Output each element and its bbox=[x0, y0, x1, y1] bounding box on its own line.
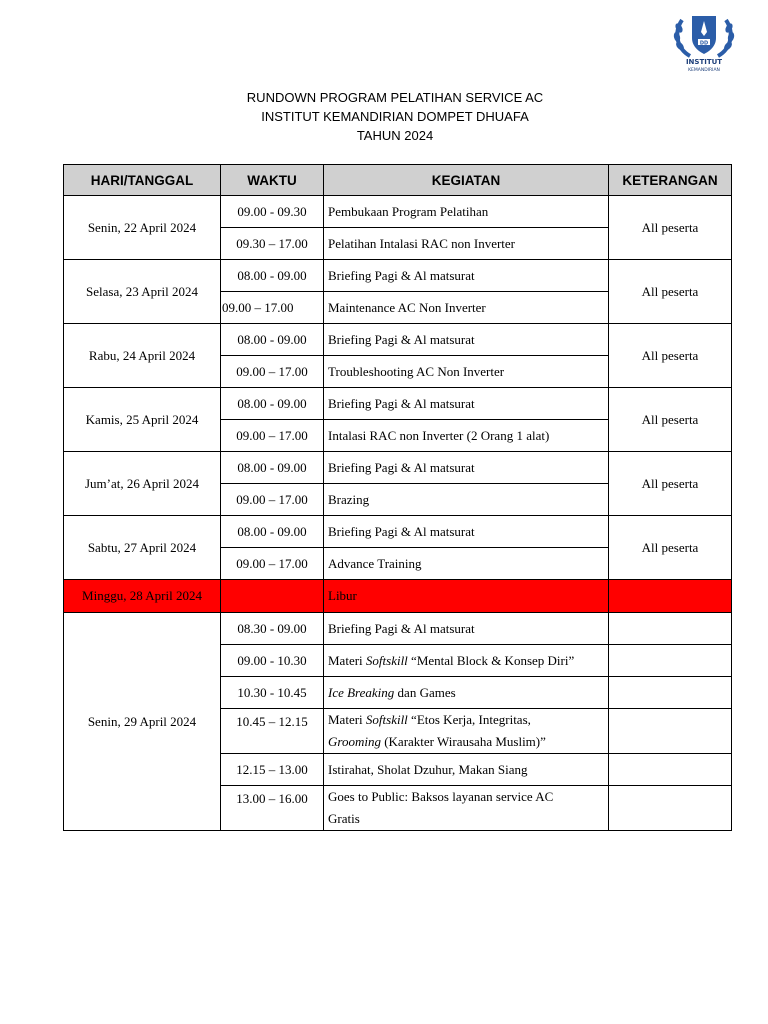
note-cell bbox=[609, 613, 732, 645]
activity-suffix: “Etos Kerja, Integritas, bbox=[407, 712, 531, 727]
holiday-activity-cell: Libur bbox=[324, 580, 609, 613]
table-row bbox=[64, 613, 732, 645]
activity-cell: Briefing Pagi & Al matsurat bbox=[324, 324, 609, 356]
activity-cell: Briefing Pagi & Al matsurat bbox=[324, 388, 609, 420]
activity-cell: Briefing Pagi & Al matsurat bbox=[324, 613, 609, 645]
svg-text:KEMANDIRIAN: KEMANDIRIAN bbox=[688, 68, 720, 73]
activity-cell: Briefing Pagi & Al matsurat bbox=[324, 260, 609, 292]
time-cell: 10.45 – 12.15 bbox=[221, 709, 324, 754]
activity-cell bbox=[324, 645, 609, 677]
activity-cell: Maintenance AC Non Inverter bbox=[324, 292, 609, 324]
table-row bbox=[64, 388, 732, 420]
activity-prefix: Materi bbox=[328, 652, 366, 668]
note-cell: All peserta bbox=[609, 260, 732, 324]
activity-suffix: dan Games bbox=[394, 684, 456, 700]
column-header-note: KETERANGAN bbox=[609, 165, 732, 196]
header-row bbox=[64, 165, 732, 196]
time-cell: 09.00 – 17.00 bbox=[221, 484, 324, 516]
title-line-2: INSTITUT KEMANDIRIAN DOMPET DHUAFA bbox=[261, 109, 529, 124]
column-header-date: HARI/TANGGAL bbox=[64, 165, 221, 196]
time-cell: 08.30 - 09.00 bbox=[221, 613, 324, 645]
time-cell: 09.00 – 17.00 bbox=[221, 548, 324, 580]
holiday-row bbox=[64, 580, 732, 613]
activity-prefix: Materi bbox=[328, 712, 366, 727]
time-cell: 08.00 - 09.00 bbox=[221, 516, 324, 548]
table-row bbox=[64, 452, 732, 484]
activity-line-2: Gratis bbox=[328, 811, 360, 826]
day-cell: Kamis, 25 April 2024 bbox=[64, 388, 221, 452]
activity-cell: Brazing bbox=[324, 484, 609, 516]
note-cell: All peserta bbox=[609, 388, 732, 452]
column-header-activity: KEGIATAN bbox=[324, 165, 609, 196]
holiday-time-cell bbox=[221, 580, 324, 613]
title-line-3: TAHUN 2024 bbox=[356, 128, 434, 143]
day-cell: Senin, 22 April 2024 bbox=[64, 196, 221, 260]
activity-emphasis: Softskill bbox=[365, 712, 408, 727]
svg-text:INSTITUT: INSTITUT bbox=[685, 58, 723, 66]
table-row bbox=[64, 196, 732, 228]
time-cell: 12.15 – 13.00 bbox=[221, 754, 324, 786]
time-cell: 08.00 - 09.00 bbox=[221, 324, 324, 356]
activity-cell: Briefing Pagi & Al matsurat bbox=[324, 452, 609, 484]
time-cell: 09.00 - 10.30 bbox=[221, 645, 324, 677]
time-cell: 08.00 - 09.00 bbox=[221, 388, 324, 420]
time-cell: 09.00 – 17.00 bbox=[221, 292, 324, 324]
time-cell: 08.00 - 09.00 bbox=[221, 452, 324, 484]
document-title bbox=[0, 88, 768, 145]
institute-logo bbox=[672, 12, 736, 74]
table-row bbox=[64, 516, 732, 548]
note-cell bbox=[609, 754, 732, 786]
activity-cell bbox=[324, 786, 609, 831]
activity-suffix-2: (Karakter Wirausaha Muslim)” bbox=[380, 734, 546, 749]
day-cell: Rabu, 24 April 2024 bbox=[64, 324, 221, 388]
note-cell: All peserta bbox=[609, 452, 732, 516]
note-cell: All peserta bbox=[609, 324, 732, 388]
note-cell bbox=[609, 677, 732, 709]
activity-suffix: “Mental Block & Konsep Diri” bbox=[407, 652, 575, 668]
time-cell: 10.30 - 10.45 bbox=[221, 677, 324, 709]
time-cell: 09.30 – 17.00 bbox=[221, 228, 324, 260]
time-cell: 09.00 - 09.30 bbox=[221, 196, 324, 228]
activity-cell bbox=[324, 677, 609, 709]
activity-emphasis-2: Grooming bbox=[328, 734, 381, 749]
activity-cell: Briefing Pagi & Al matsurat bbox=[324, 516, 609, 548]
time-cell: 08.00 - 09.00 bbox=[221, 260, 324, 292]
title-line-1: RUNDOWN PROGRAM PELATIHAN SERVICE AC bbox=[246, 90, 544, 105]
day-cell: Senin, 29 April 2024 bbox=[64, 613, 221, 831]
time-cell: 13.00 – 16.00 bbox=[221, 786, 324, 831]
note-cell: All peserta bbox=[609, 516, 732, 580]
holiday-note-cell bbox=[609, 580, 732, 613]
note-cell bbox=[609, 786, 732, 831]
svg-text:DD: DD bbox=[699, 40, 709, 47]
rundown-table bbox=[63, 164, 732, 831]
activity-line-1: Goes to Public: Baksos layanan service AC bbox=[328, 789, 554, 804]
day-cell: Sabtu, 27 April 2024 bbox=[64, 516, 221, 580]
activity-emphasis: Softskill bbox=[365, 652, 408, 668]
day-cell: Jum’at, 26 April 2024 bbox=[64, 452, 221, 516]
time-cell: 09.00 – 17.00 bbox=[221, 356, 324, 388]
note-cell: All peserta bbox=[609, 196, 732, 260]
activity-cell: Advance Training bbox=[324, 548, 609, 580]
table-row bbox=[64, 260, 732, 292]
table-row bbox=[64, 324, 732, 356]
day-cell: Selasa, 23 April 2024 bbox=[64, 260, 221, 324]
activity-cell: Intalasi RAC non Inverter (2 Orang 1 alat) bbox=[324, 420, 609, 452]
activity-cell: Pelatihan Intalasi RAC non Inverter bbox=[324, 228, 609, 260]
time-cell: 09.00 – 17.00 bbox=[221, 420, 324, 452]
activity-cell: Pembukaan Program Pelatihan bbox=[324, 196, 609, 228]
activity-emphasis: Ice Breaking bbox=[328, 684, 395, 700]
note-cell bbox=[609, 709, 732, 754]
column-header-time: WAKTU bbox=[221, 165, 324, 196]
activity-cell: Troubleshooting AC Non Inverter bbox=[324, 356, 609, 388]
holiday-date-cell: Minggu, 28 April 2024 bbox=[64, 580, 221, 613]
activity-cell bbox=[324, 709, 609, 754]
activity-cell: Istirahat, Sholat Dzuhur, Makan Siang bbox=[324, 754, 609, 786]
note-cell bbox=[609, 645, 732, 677]
